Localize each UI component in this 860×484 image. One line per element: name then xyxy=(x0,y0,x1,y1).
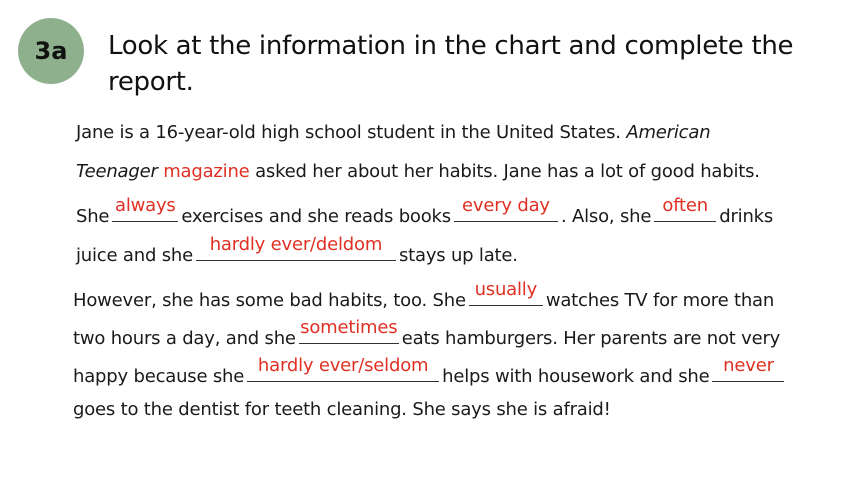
p2-l1-b: watches TV for more than xyxy=(545,290,775,311)
p2-line-4 xyxy=(73,398,611,422)
p1-l1-text: Jane is a 16-year-old high school student in the United States. xyxy=(76,122,621,143)
p2-l2-a: two hours a day, and she xyxy=(73,328,296,349)
p1-line-1 xyxy=(76,121,710,145)
p2-l2-b: eats hamburgers. Her parents are not very xyxy=(401,328,781,349)
instruction-heading: Look at the information in the chart and complete the report. xyxy=(108,31,794,97)
answer-6: sometimes xyxy=(300,317,398,338)
p1-l3-b: exercises and she reads books xyxy=(181,206,451,227)
p2-line-1 xyxy=(73,279,775,313)
p1-l2-text: asked her about her habits. Jane has a lot of good habits. xyxy=(255,161,760,182)
p1-l3-d: drinks xyxy=(719,206,774,227)
blank-2[interactable] xyxy=(454,195,558,222)
p1-line-4 xyxy=(76,234,518,268)
p2-l3-a: happy because she xyxy=(73,366,245,387)
answer-4: hardly ever/deldom xyxy=(209,234,383,255)
p2-l1-a: However, she has some bad habits, too. She xyxy=(73,290,466,311)
blank-8[interactable] xyxy=(712,355,784,382)
blank-5[interactable] xyxy=(469,279,543,306)
blank-4[interactable] xyxy=(196,234,396,261)
answer-2: every day xyxy=(462,195,550,216)
p1-l3-a: She xyxy=(76,206,110,227)
p1-line-3 xyxy=(76,195,774,229)
blank-1[interactable] xyxy=(112,195,178,222)
p1-l4-b: stays up late. xyxy=(398,245,518,266)
blank-6[interactable] xyxy=(299,317,399,344)
blank-7[interactable] xyxy=(247,355,439,382)
answer-magazine: magazine xyxy=(163,161,250,182)
answer-1: always xyxy=(115,195,176,216)
p1-l3-c: . Also, she xyxy=(560,206,652,227)
p1-line-2 xyxy=(76,160,760,184)
answer-3: often xyxy=(662,195,708,216)
p2-l3-b: helps with housework and she xyxy=(442,366,710,387)
exercise-number-badge: 3a xyxy=(18,18,84,84)
p1-l2-italic: Teenager xyxy=(76,161,158,182)
blank-3[interactable] xyxy=(654,195,716,222)
answer-5: usually xyxy=(474,279,538,300)
answer-7: hardly ever/seldom xyxy=(257,355,429,376)
p1-l4-a: juice and she xyxy=(76,245,193,266)
p1-l1-italic: American xyxy=(626,122,711,143)
p2-line-3 xyxy=(73,355,787,389)
p2-line-2 xyxy=(73,317,781,351)
p2-l4-text: goes to the dentist for teeth cleaning. She says she is afraid! xyxy=(73,399,611,420)
answer-8: never xyxy=(723,355,774,376)
